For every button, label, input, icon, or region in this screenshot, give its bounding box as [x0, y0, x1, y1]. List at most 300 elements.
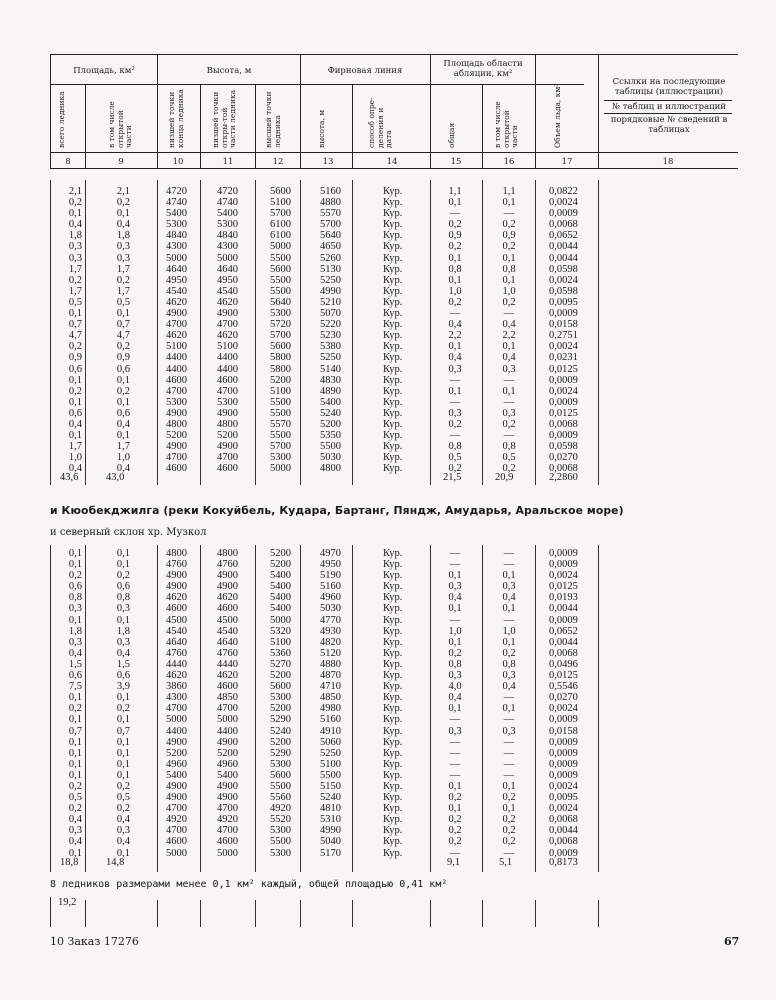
table-cell: 0,0044	[549, 825, 578, 837]
table-cell: —	[449, 559, 461, 571]
table-cell: Кур.	[383, 418, 403, 430]
table-cell: 0,9	[448, 230, 462, 242]
table-cell: Кур.	[383, 847, 403, 859]
table-cell: 5200	[270, 374, 291, 386]
table-cell: 1,5	[68, 658, 82, 670]
table-cell: —	[503, 736, 515, 748]
table-cell: 0,1	[116, 692, 130, 704]
table-cell: 4900	[217, 792, 238, 804]
table-cell: 6100	[270, 219, 291, 231]
table-cell: 5000	[166, 847, 187, 859]
table-cell: 4540	[166, 625, 187, 637]
table-cell: 5160	[320, 714, 341, 726]
table-cell: 0,0652	[549, 625, 578, 637]
table-cell: 0,2	[448, 836, 462, 848]
table-cell: 4,7	[116, 330, 130, 342]
table-cell: 0,0024	[549, 703, 578, 715]
table-cell: Кур.	[383, 463, 403, 475]
table-cell: 0,1	[502, 385, 516, 397]
table-cell: 0,6	[116, 581, 130, 593]
table-cell: Кур.	[383, 736, 403, 748]
table-cell: 0,9	[116, 352, 130, 364]
table-cell: 0,7	[68, 319, 82, 331]
table-cell: 0,0068	[549, 836, 578, 848]
table-cell: 0,1	[502, 274, 516, 286]
table-cell: 4540	[217, 285, 238, 297]
table-cell: 5300	[217, 396, 238, 408]
table-cell: 5200	[166, 747, 187, 759]
table-cell: 4400	[217, 363, 238, 375]
table-cell: 0,2	[448, 792, 462, 804]
table-cell: 0,0009	[549, 747, 578, 759]
table-cell: 5070	[320, 308, 341, 320]
table-cell: —	[503, 714, 515, 726]
table-cell: 5100	[270, 197, 291, 209]
table-cell: 0,6	[116, 363, 130, 375]
table-cell: 5700	[320, 219, 341, 231]
table-cell: 4400	[166, 363, 187, 375]
table-cell: 0,2	[116, 274, 130, 286]
table-cell: 5150	[320, 780, 341, 792]
table-cell: 5290	[270, 747, 291, 759]
page-number: 67	[724, 935, 740, 948]
table-cell: —	[449, 714, 461, 726]
table-cell: —	[449, 374, 461, 386]
table-cell: 4700	[166, 703, 187, 715]
table-cell: Кур.	[383, 681, 403, 693]
table-cell: 0,1	[116, 758, 130, 770]
table-cell: Кур.	[383, 592, 403, 604]
table-cell: Кур.	[383, 363, 403, 375]
table-cell: Кур.	[383, 692, 403, 704]
section-title: и Кюобекджилга (реки Кокуйбель, Кудара, Бартанг, Пяндж, Амударья, Аральское море)	[50, 504, 624, 517]
table-cell: —	[503, 308, 515, 320]
table-cell: 0,4	[502, 592, 516, 604]
table-cell: Кур.	[383, 647, 403, 659]
table-cell: —	[449, 847, 461, 859]
table-cell: 5000	[217, 252, 238, 264]
table-cell: 5500	[320, 441, 341, 453]
table-cell: 5800	[270, 363, 291, 375]
table-cell: 4990	[320, 285, 341, 297]
table-cell: Кур.	[383, 452, 403, 464]
col-high	[270, 186, 291, 474]
table-cell: 4,7	[68, 330, 82, 342]
colnum: 11	[222, 157, 234, 167]
table-cell: 0,3	[68, 241, 82, 253]
table-cell: —	[449, 208, 461, 220]
table-cell: —	[503, 769, 515, 781]
table-cell: 0,1	[448, 274, 462, 286]
table-cell: —	[449, 548, 461, 559]
table-cell: 4810	[320, 803, 341, 815]
table-cell: 0,1	[116, 847, 130, 859]
table-cell: 0,6	[68, 363, 82, 375]
total-area-open: 14,8	[106, 857, 125, 868]
table-cell: 4740	[217, 197, 238, 209]
table-cell: 5120	[320, 647, 341, 659]
table-cell: 0,2	[502, 418, 516, 430]
total-ice-volume: 0,8173	[549, 857, 578, 868]
table-cell: 5100	[270, 385, 291, 397]
table-cell: 5600	[270, 769, 291, 781]
table-cell: 0,1	[448, 636, 462, 648]
table-cell: 5300	[270, 692, 291, 704]
table-cell: 0,9	[68, 352, 82, 364]
table-cell: —	[503, 396, 515, 408]
col-ice-volume	[549, 186, 578, 474]
table-cell: 0,1	[502, 603, 516, 615]
header-area-group: Площадь, км²	[73, 66, 135, 76]
table-cell: 4440	[166, 658, 187, 670]
table-cell: 5200	[270, 703, 291, 715]
table-cell: 4540	[166, 285, 187, 297]
table-cell: 0,1	[68, 758, 82, 770]
table-cell: 4740	[166, 197, 187, 209]
table-cell: 5320	[270, 625, 291, 637]
table-cell: 0,2	[116, 385, 130, 397]
table-cell: —	[503, 692, 515, 704]
colnum: 15	[450, 157, 462, 167]
table-cell: 4760	[217, 647, 238, 659]
table-cell: 0,0822	[549, 186, 578, 197]
table-cell: —	[449, 430, 461, 442]
table-cell: 0,8	[116, 592, 130, 604]
table-cell: 0,2	[448, 814, 462, 826]
table-cell: 0,3	[448, 407, 462, 419]
table-cell: 0,0125	[549, 670, 578, 682]
table-cell: 0,0068	[549, 814, 578, 826]
table-cell: 0,0068	[549, 219, 578, 231]
table-cell: 0,3	[116, 825, 130, 837]
table-cell: 5000	[270, 241, 291, 253]
table-cell: 0,0044	[549, 603, 578, 615]
header-c15: общая	[447, 122, 456, 148]
colnum-bottom-rule	[50, 168, 738, 169]
table-cell: 4760	[217, 559, 238, 571]
table-cell: Кур.	[383, 263, 403, 275]
table-cell: 5500	[270, 430, 291, 442]
table-cell: 4910	[320, 725, 341, 737]
table-cell: 5500	[320, 769, 341, 781]
table-cell: Кур.	[383, 441, 403, 453]
table-cell: 4600	[217, 836, 238, 848]
table-cell: 0,4	[116, 463, 130, 475]
table-cell: 0,4	[68, 814, 82, 826]
table-cell: —	[449, 758, 461, 770]
table-cell: 0,1	[116, 208, 130, 220]
table-cell: 0,1	[116, 559, 130, 571]
table-cell: 3860	[166, 681, 187, 693]
table-cell: 0,1	[448, 703, 462, 715]
table-cell: 0,2	[116, 803, 130, 815]
footer-order: 10 Заказ 17276	[50, 935, 139, 948]
table-cell: 5400	[166, 208, 187, 220]
table-cell: 0,2	[502, 825, 516, 837]
table-cell: 1,1	[448, 186, 462, 197]
table-cell: 0,8	[448, 263, 462, 275]
table-cell: 0,2	[116, 703, 130, 715]
table-cell: 0,2	[116, 341, 130, 353]
table-cell: 5250	[320, 352, 341, 364]
table-cell: 5700	[270, 441, 291, 453]
table-cell: 0,1	[68, 747, 82, 759]
colnum: 17	[561, 157, 573, 167]
table-cell: 4980	[320, 703, 341, 715]
table-cell: 5570	[320, 208, 341, 220]
table-cell: 4620	[217, 592, 238, 604]
table-cell: 0,1	[448, 385, 462, 397]
table-cell: 0,4	[502, 352, 516, 364]
table-cell: 0,2	[116, 197, 130, 209]
table-cell: 0,2	[68, 780, 82, 792]
table-cell: 0,2	[448, 296, 462, 308]
table-cell: 4900	[166, 570, 187, 582]
table-cell: 0,1	[116, 747, 130, 759]
table-cell: 5170	[320, 847, 341, 859]
table-cell: 0,1	[116, 548, 130, 559]
table-cell: 0,0024	[549, 780, 578, 792]
table-cell: 5640	[270, 296, 291, 308]
table-cell: 0,2	[448, 219, 462, 231]
table-cell: Кур.	[383, 548, 403, 559]
table-cell: 5300	[166, 219, 187, 231]
table-cell: 4540	[217, 625, 238, 637]
table-cell: 0,1	[448, 803, 462, 815]
table-cell: 5190	[320, 570, 341, 582]
table-cell: 4800	[166, 548, 187, 559]
table-cell: 0,1	[68, 736, 82, 748]
table-cell: 4870	[320, 670, 341, 682]
table-cell: 4,0	[448, 681, 462, 693]
table-cell: 0,2	[116, 780, 130, 792]
col-firn-method	[383, 186, 402, 474]
table-cell: 0,0598	[549, 263, 578, 275]
header-c9: в том числе открытой части	[107, 101, 133, 148]
table-cell: 4600	[217, 681, 238, 693]
table-cell: 4700	[166, 385, 187, 397]
table-cell: 0,2	[502, 463, 516, 475]
table-cell: 0,4	[68, 647, 82, 659]
table-cell: 5100	[217, 341, 238, 353]
total-area: 18,8	[60, 857, 79, 868]
table-cell: 5240	[320, 407, 341, 419]
table-cell: 0,5	[116, 792, 130, 804]
table-cell: 4700	[217, 803, 238, 815]
table-cell: 5520	[270, 814, 291, 826]
header-c13: высота, м	[317, 109, 326, 148]
table-cell: 1,8	[116, 230, 130, 242]
table-cell: 0,0024	[549, 197, 578, 209]
table-cell: 4900	[217, 736, 238, 748]
table-cell: Кур.	[383, 803, 403, 815]
table-cell: 0,1	[502, 197, 516, 209]
table-cell: Кур.	[383, 208, 403, 220]
colnum: 13	[322, 157, 334, 167]
table-cell: 5600	[270, 263, 291, 275]
col-area-open	[100, 186, 130, 474]
table-cell: 1,8	[68, 230, 82, 242]
table-cell: Кур.	[383, 396, 403, 408]
table-cell: 5720	[270, 319, 291, 331]
table-cell: 4300	[217, 241, 238, 253]
table-cell: 0,2	[116, 570, 130, 582]
table-cell: 4950	[320, 559, 341, 571]
table-cell: 4600	[217, 603, 238, 615]
table-cell: 4920	[217, 814, 238, 826]
table-cell: 4890	[320, 385, 341, 397]
table-cell: 4300	[166, 692, 187, 704]
table-cell: 0,1	[116, 769, 130, 781]
table-cell: 0,6	[68, 407, 82, 419]
table-cell: 5000	[217, 847, 238, 859]
table-cell: —	[503, 747, 515, 759]
table-cell: 4700	[217, 319, 238, 331]
table-cell: 0,2	[68, 703, 82, 715]
table-cell: 6100	[270, 230, 291, 242]
table-cell: 0,0009	[549, 614, 578, 626]
table-cell: 5100	[320, 758, 341, 770]
table-cell: 0,8	[502, 658, 516, 670]
table-cell: —	[449, 396, 461, 408]
table-cell: Кур.	[383, 670, 403, 682]
table-cell: 0,2751	[549, 330, 578, 342]
table-cell: 5160	[320, 186, 341, 197]
table-cell: 1,0	[116, 452, 130, 464]
table-cell: 4700	[217, 825, 238, 837]
table-cell: 4620	[217, 330, 238, 342]
table-cell: 5360	[270, 647, 291, 659]
table-cell: 5100	[270, 636, 291, 648]
col-low-end	[166, 548, 187, 859]
table-cell: 5570	[270, 418, 291, 430]
table-cell: 5300	[270, 825, 291, 837]
table-cell: 0,1	[502, 570, 516, 582]
table-cell: 0,1	[68, 714, 82, 726]
table-cell: 1,8	[116, 625, 130, 637]
table-cell: 4920	[270, 803, 291, 815]
table-cell: 0,3	[68, 825, 82, 837]
table-cell: Кур.	[383, 308, 403, 320]
table-cell: 0,3	[116, 603, 130, 615]
table-cell: 0,1	[502, 703, 516, 715]
table-cell: 0,6	[68, 670, 82, 682]
table-cell: 4840	[217, 230, 238, 242]
table-cell: 4700	[217, 703, 238, 715]
table-cell: Кур.	[383, 407, 403, 419]
small-glaciers-note: 8 ледников размерами менее 0,1 км² каждый, общей площадью 0,41 км²	[50, 879, 448, 890]
col-ablation-open	[494, 186, 524, 474]
table-cell: 0,1	[68, 430, 82, 442]
table-cell: 4650	[320, 241, 341, 253]
table-cell: 4840	[166, 230, 187, 242]
table-cell: 5400	[270, 581, 291, 593]
table-cell: 0,4	[448, 319, 462, 331]
table-cell: 4900	[166, 792, 187, 804]
table-cell: 5160	[320, 581, 341, 593]
table-cell: 5500	[270, 285, 291, 297]
table-cell: 0,3	[502, 581, 516, 593]
table-cell: 4710	[320, 681, 341, 693]
table-cell: 0,3	[116, 252, 130, 264]
table-cell: 0,2	[68, 197, 82, 209]
table-cell: —	[503, 374, 515, 386]
table-cell: 0,1	[68, 208, 82, 220]
table-cell: 0,1	[68, 614, 82, 626]
table-cell: 4640	[217, 636, 238, 648]
table-cell: 0,3	[68, 603, 82, 615]
col-ablation-total	[440, 548, 470, 859]
header-refs-sub2: порядковые № сведений в таблицах	[610, 115, 728, 135]
table-cell: 0,4	[68, 836, 82, 848]
table-cell: 0,1	[116, 614, 130, 626]
table-cell: 0,2	[448, 647, 462, 659]
table-cell: 0,2	[502, 647, 516, 659]
table-cell: 4600	[217, 374, 238, 386]
table-cell: 0,2	[68, 570, 82, 582]
table-cell: 5000	[217, 714, 238, 726]
table-cell: 0,9	[502, 230, 516, 242]
table-cell: 5000	[166, 252, 187, 264]
table-cell: 0,4	[116, 814, 130, 826]
section-subtitle: и северный склон хр. Музкол	[50, 527, 207, 538]
table-cell: 0,1	[502, 252, 516, 264]
table-cell: 4440	[217, 658, 238, 670]
table-cell: Кур.	[383, 197, 403, 209]
table-cell: 0,4	[68, 219, 82, 231]
col-firn-method	[383, 548, 402, 859]
table-cell: 0,1	[116, 374, 130, 386]
colnum: 12	[272, 157, 284, 167]
table-cell: 5300	[166, 396, 187, 408]
table-cell: —	[503, 208, 515, 220]
table-cell: 0,2	[68, 803, 82, 815]
table-cell: 0,0009	[549, 714, 578, 726]
table-cell: 5200	[217, 430, 238, 442]
table-cell: 5400	[270, 570, 291, 582]
table-cell: 1,7	[116, 441, 130, 453]
table-cell: 5500	[270, 836, 291, 848]
table-cell: Кур.	[383, 385, 403, 397]
table-cell: 0,0009	[549, 769, 578, 781]
table-cell: 0,1	[68, 548, 82, 559]
table-cell: Кур.	[383, 570, 403, 582]
table-cell: 0,5	[68, 296, 82, 308]
table-cell: 0,3	[68, 636, 82, 648]
table-cell: Кур.	[383, 758, 403, 770]
table-cell: Кур.	[383, 285, 403, 297]
table-cell: 0,0125	[549, 581, 578, 593]
table-cell: 0,0231	[549, 352, 578, 364]
table-cell: 5600	[270, 341, 291, 353]
table-cell: Кур.	[383, 814, 403, 826]
table-cell: 5240	[270, 725, 291, 737]
table-cell: 0,0095	[549, 296, 578, 308]
table-cell: 4400	[217, 352, 238, 364]
table-cell: 0,4	[116, 219, 130, 231]
table-cell: 5030	[320, 603, 341, 615]
table-cell: Кур.	[383, 603, 403, 615]
table-cell: —	[503, 847, 515, 859]
table-cell: 5200	[270, 548, 291, 559]
table-cell: 5700	[270, 208, 291, 220]
table-cell: Кур.	[383, 747, 403, 759]
table-cell: 4620	[166, 296, 187, 308]
table-cell: 4700	[166, 452, 187, 464]
table-cell: 0,4	[68, 463, 82, 475]
table-cell: 0,2	[68, 341, 82, 353]
table-cell: 0,0158	[549, 725, 578, 737]
